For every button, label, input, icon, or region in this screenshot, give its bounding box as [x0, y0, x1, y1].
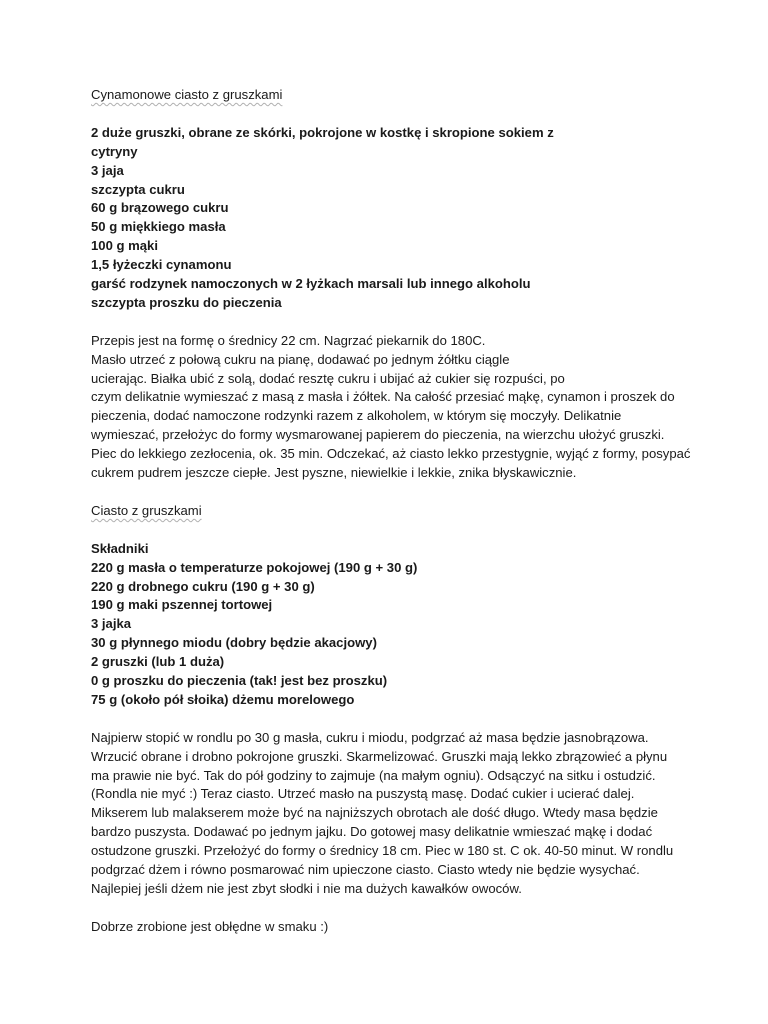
- method-line: czym delikatnie wymieszać z masą z masła i żółtek. Na całość przesiać mąkę, cynamon i proszek do: [91, 389, 675, 405]
- method-line: Piec do lekkiego zezłocenia, ok. 35 min. Odczekać, aż ciasto lekko przestygnie, wyjąć z formy, posypać: [91, 446, 691, 462]
- recipe-1-method: [91, 332, 691, 483]
- ingredient-line: szczypta cukru: [91, 181, 185, 197]
- ingredient-line: 2 gruszki (lub 1 duża): [91, 654, 225, 670]
- method-line: ma prawie nie być. Tak do pół godziny to zajmuje (na małym ogniu). Odsączyć na sitku i ostudzić.: [91, 767, 656, 783]
- method-line: ostudzone gruszki. Przełożyć do formy o średnicy 18 cm. Piec w 180 st. C ok. 40-50 minut. W rondlu: [91, 843, 674, 859]
- method-line: Najpierw stopić w rondlu po 30 g masła, cukru i miodu, podgrzać aż masa będzie jasnobrązowa.: [91, 729, 649, 745]
- ingredient-line: 1,5 łyżeczki cynamonu: [91, 257, 232, 273]
- method-line: wymieszać, przełożyc do formy wysmarowanej papierem do pieczenia, na wierzchu ułożyć gruszki.: [91, 427, 665, 443]
- recipe-1-title: Cynamonowe ciasto z gruszkami: [91, 87, 283, 102]
- ingredient-line: 3 jajka: [91, 616, 132, 632]
- method-line: Najlepiej jeśli dżem nie jest zbyt słodki i nie ma dużych kawałków owoców.: [91, 880, 522, 896]
- ingredient-line: 190 g maki pszennej tortowej: [91, 597, 273, 613]
- recipe-2-method: [91, 729, 691, 899]
- recipe-2-ingredients: [91, 540, 691, 710]
- method-line: cukrem pudrem jeszcze ciepłe. Jest pyszne, niewielkie i lekkie, znika błyskawicznie.: [91, 465, 577, 481]
- closing-remark: Dobrze zrobione jest obłędne w smaku :): [91, 918, 329, 934]
- ingredient-line: szczypta proszku do pieczenia: [91, 294, 282, 310]
- ingredient-line: garść rodzynek namoczonych w 2 łyżkach marsali lub innego alkoholu: [91, 276, 531, 292]
- ingredients-heading: Składniki: [91, 540, 149, 556]
- method-line: ucierając. Białka ubić z solą, dodać resztę cukru i ubijać aż cukier się rozpuści, po: [91, 370, 565, 386]
- method-line: podgrzać dżem i równo posmarować nim upieczone ciasto. Ciasto wtedy nie będzie wysychać.: [91, 862, 640, 878]
- method-line: (Rondla nie myć :) Teraz ciasto. Utrzeć masło na puszystą masę. Dodać cukier i ucierać dalej.: [91, 786, 635, 802]
- ingredient-line: 60 g brązowego cukru: [91, 200, 229, 216]
- recipe-2-title: Ciasto z gruszkami: [91, 502, 202, 518]
- method-line: Mikserem lub malakserem może być na najniższych obrotach ale dość długo. Wtedy masa będzie: [91, 805, 658, 821]
- method-line: Wrzucić obrane i drobno pokrojone gruszki. Skarmelizować. Gruszki mają lekko zbrązowieć a płynu: [91, 748, 668, 764]
- ingredient-line: 75 g (około pół słoika) dżemu morelowego: [91, 691, 355, 707]
- method-line: pieczenia, dodać namoczone rodzynki razem z alkoholem, w którym się moczyły. Delikatnie: [91, 408, 622, 424]
- document-page: [91, 86, 691, 937]
- ingredient-line: 100 g mąki: [91, 238, 158, 254]
- method-line: Masło utrzeć z połową cukru na pianę, dodawać po jednym żółtku ciągle: [91, 351, 510, 367]
- ingredient-line: 3 jaja: [91, 162, 124, 178]
- recipe-1-ingredients: [91, 124, 691, 313]
- method-line: bardzo puszysta. Dodawać po jednym jajku. Do gotowej masy delikatnie wmieszać mąkę i dodać: [91, 824, 653, 840]
- ingredient-line: cytryny: [91, 143, 138, 159]
- ingredient-line: 220 g drobnego cukru (190 g + 30 g): [91, 578, 315, 594]
- ingredient-line: 220 g masła o temperaturze pokojowej (190 g + 30 g): [91, 559, 418, 575]
- ingredient-line: 2 duże gruszki, obrane ze skórki, pokrojone w kostkę i skropione sokiem z: [91, 124, 554, 140]
- method-line: Przepis jest na formę o średnicy 22 cm. Nagrzać piekarnik do 180C.: [91, 332, 486, 348]
- ingredient-line: 50 g miękkiego masła: [91, 219, 226, 235]
- ingredient-line: 0 g proszku do pieczenia (tak! jest bez proszku): [91, 673, 388, 689]
- ingredient-line: 30 g płynnego miodu (dobry będzie akacjowy): [91, 635, 377, 651]
